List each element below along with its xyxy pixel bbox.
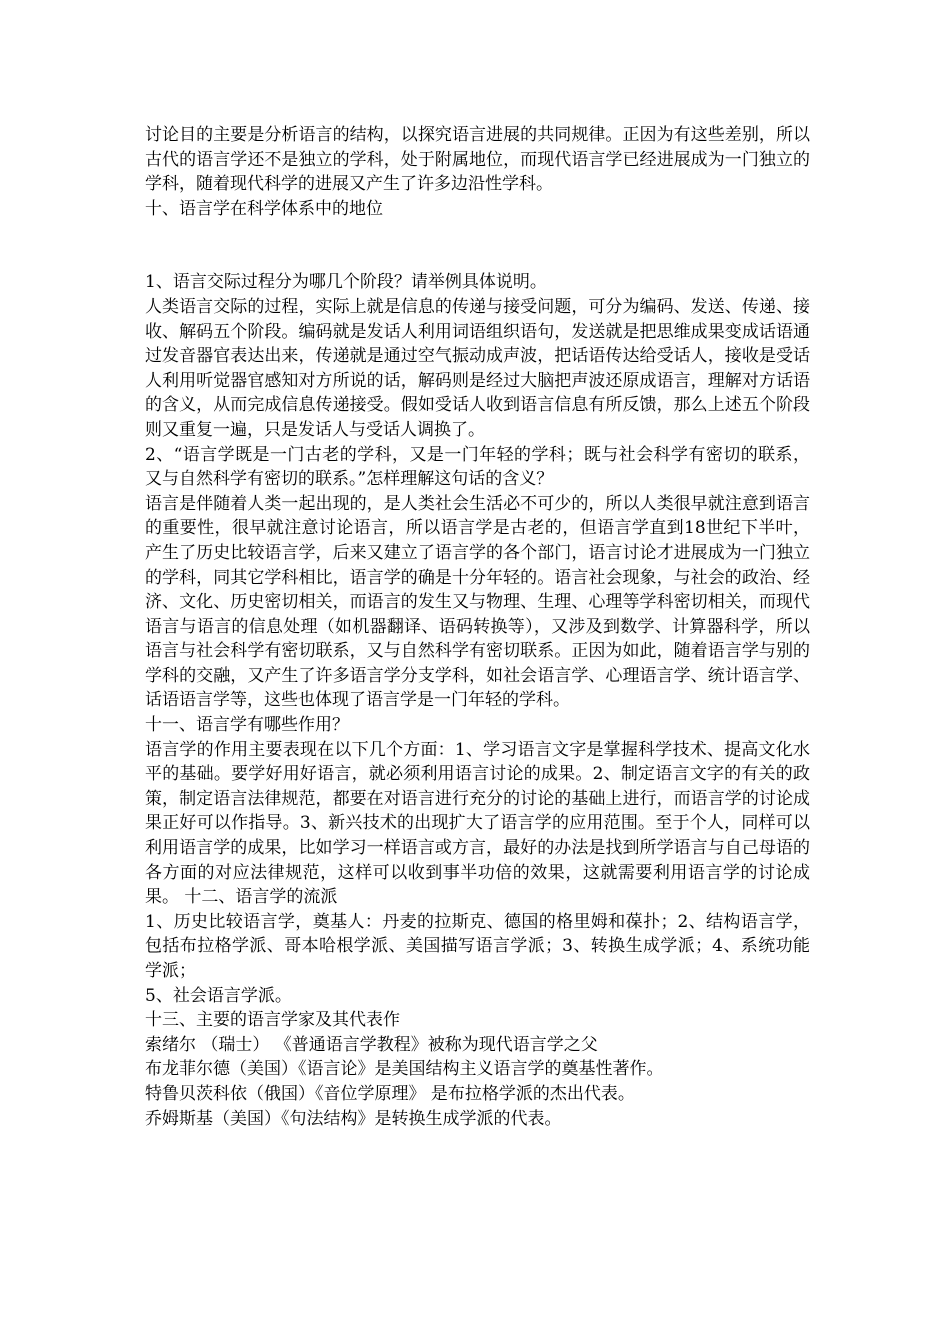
document-body — [145, 123, 810, 1131]
linguist-chomsky: 乔姆斯基（美国）《句法结构》是转换生成学派的代表。 — [145, 1108, 562, 1129]
blank-gap — [145, 221, 810, 270]
answer-2: 语言是伴随着人类一起出现的，是人类社会生活必不可少的，所以人类很早就注意到语言的重要性，很早就注意讨论语言，所以语言学是古老的，但语言学直到18世纪下半叶，产生了历史比较语言学，后来又建立了语言学的各个部门，语言讨论才进展成为一门独立的学科，同其它学科相比，语言学的确是十分年轻的。语言社会现象，与社会的政治、经济、文化、历史密切相关，而语言的发生又与物理、生理、心理等学科密切相关，而现代语言与语言的信息处理（如机器翻译、语码转换等），又涉及到数学、计算器科学，所以语言与社会科学有密切联系，又与自然科学有密切联系。正因为如此，随着语言学与别的学科的交融，又产生了许多语言学分支学科，如社会语言学、心理语言学、统计语言学、话语语言学等，这些也体现了语言学是一门年轻的学科。 — [145, 493, 810, 711]
schools-list: 1、历史比较语言学，奠基人：丹麦的拉斯克、德国的格里姆和葆扑；2、结构语言学，包括布拉格学派、哥本哈根学派、美国描写语言学派；3、转换生成学派；4、系统功能学派； — [145, 911, 810, 981]
intro-paragraph: 讨论目的主要是分析语言的结构，以探究语言进展的共同规律。正因为有这些差别，所以古代的语言学还不是独立的学科，处于附属地位，而现代语言学已经进展成为一门独立的学科，随着现代科学的进展又产生了许多边沿性学科。 — [145, 125, 810, 195]
section-heading-10: 十、语言学在科学体系中的地位 — [145, 198, 383, 219]
section-heading-11: 十一、语言学有哪些作用？ — [145, 715, 349, 736]
schools-list-item-5: 5、社会语言学派。 — [145, 985, 292, 1006]
section-heading-13: 十三、主要的语言学家及其代表作 — [145, 1010, 400, 1031]
linguist-saussure: 索绪尔 （瑞士） 《普通语言学教程》被称为现代语言学之父 — [145, 1034, 598, 1055]
linguist-trubetzkoy: 特鲁贝茨科依（俄国）《音位学原理》 是布拉格学派的杰出代表。 — [145, 1083, 635, 1104]
question-1: 1、语言交际过程分为哪几个阶段？请举例具体说明。 — [145, 272, 547, 293]
linguist-bloomfield: 布龙菲尔德（美国）《语言论》是美国结构主义语言学的奠基性著作。 — [145, 1059, 664, 1080]
question-2: 2、“语言学既是一门古老的学科，又是一门年轻的学科；既与社会科学有密切的联系，又与自然科学有密切的联系。”怎样理解这句话的含义？ — [145, 444, 810, 490]
answer-11: 语言学的作用主要表现在以下几个方面：1、学习语言文字是掌握科学技术、提高文化水平的基础。要学好用好语言，就必须利用语言讨论的成果。2、制定语言文字的有关的政策，制定语言法律规范，都要在对语言进行充分的讨论的基础上进行，而语言学的讨论成果正好可以作指导。3、新兴技术的出现扩大了语言学的应用范围。至于个人，同样可以利用语言学的成果，比如学习一样语言或方言，最好的办法是找到所学语言与自己母语的各方面的对应法律规范，这样可以收到事半功倍的效果，这就需要利用语言学的讨论成果。 十二、语言学的流派 — [145, 739, 810, 908]
answer-1: 人类语言交际的过程，实际上就是信息的传递与接受问题，可分为编码、发送、传递、接收、解码五个阶段。编码就是发话人利用词语组织语句，发送就是把思维成果变成话语通过发音器官表达出来，传递就是通过空气振动成声波，把话语传达给受话人，接收是受话人利用听觉器官感知对方所说的话，解码则是经过大脑把声波还原成语言，理解对方话语的含义，从而完成信息传递接受。假如受话人收到语言信息有所反馈，那么上述五个阶段则又重复一遍，只是发话人与受话人调换了。 — [145, 296, 810, 440]
